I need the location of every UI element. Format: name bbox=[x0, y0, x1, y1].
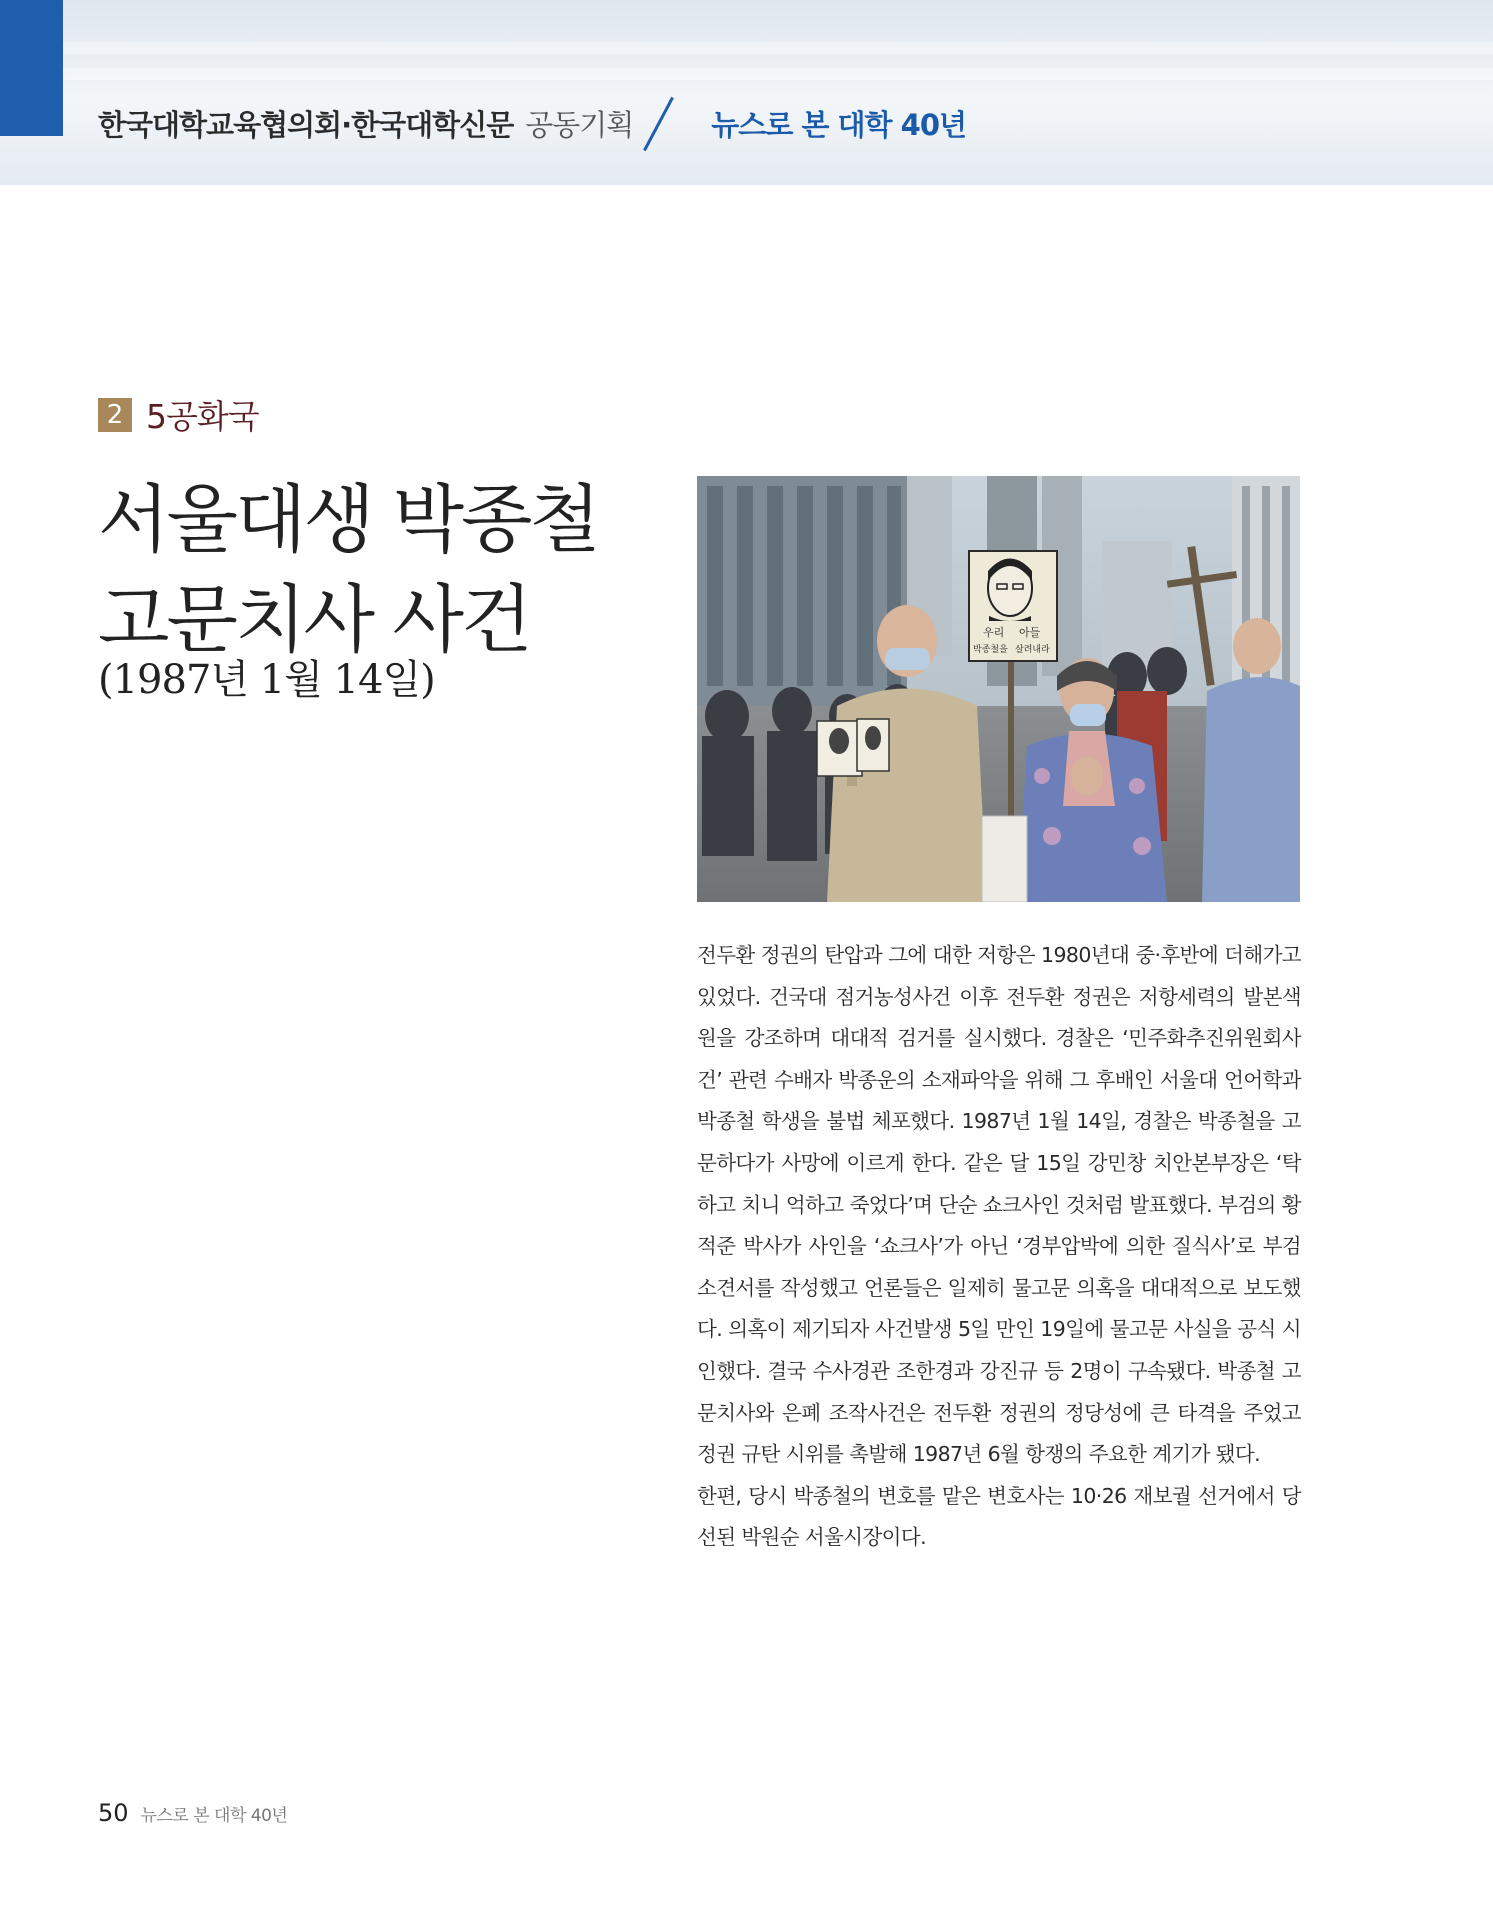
page-header bbox=[0, 0, 1493, 185]
sign-text-line: 살려내라 bbox=[1015, 645, 1050, 655]
article-title-line: 서울대생 박종철 bbox=[98, 477, 598, 563]
article-body bbox=[697, 935, 1301, 1559]
header-accent-bar bbox=[0, 0, 63, 136]
header-series-title: 뉴스로 본 대학 40년 bbox=[711, 107, 967, 142]
sign-text-line: 아들 bbox=[1019, 626, 1041, 639]
page-number: 50 bbox=[98, 1799, 129, 1827]
header-organizations: 한국대학교육협의회·한국대학신문 bbox=[98, 107, 514, 142]
header-stripe bbox=[63, 42, 1493, 54]
sign-text-line: 우리 bbox=[983, 626, 1005, 639]
protest-photo-illustration bbox=[697, 476, 1300, 902]
protest-photo bbox=[697, 476, 1300, 902]
article-title bbox=[98, 470, 658, 670]
section-label: 5공화국 bbox=[146, 397, 259, 436]
header-text bbox=[98, 100, 966, 146]
article-paragraph: 전두환 정권의 탄압과 그에 대한 저항은 1980년대 중·후반에 더해가고 있었다. 건국대 점거농성사건 이후 전두환 정권은 저항세력의 발본색원을 강조하며 대대적 검거를 실시했다. 경찰은 ‘민주화추진위원회사건’ 관련 수배자 박종운의 소재파악을 위해 그 후배인 서울대 언어학과 박종철 학생을 불법 체포했다. 1987년 1월 14일, 경찰은 박종철을 고문하다가 사망에 이르게 한다. 같은 달 15일 강민창 치안본부장은 ‘탁하고 치니 억하고 죽었다’며 단순 쇼크사인 것처럼 발표했다. 부검의 황적준 박사가 사인을 ‘쇼크사’가 아닌 ‘경부압박에 의한 질식사’로 부검소견서를 작성했고 언론들은 일제히 물고문 의혹을 대대적으로 보도했다. 의혹이 제기되자 사건발생 5일 만인 19일에 물고문 사실을 공식 시인했다. 결국 수사경관 조한경과 강진규 등 2명이 구속됐다. 박종철 고문치사와 은폐 조작사건은 전두환 정권의 정당성에 큰 타격을 주었고 정권 규탄 시위를 촉발해 1987년 6월 항쟁의 주요한 계기가 됐다. bbox=[697, 943, 1301, 1467]
header-joint-label: 공동기획 bbox=[525, 107, 634, 142]
header-stripe bbox=[63, 68, 1493, 80]
section-heading bbox=[98, 391, 259, 438]
article-title-line: 고문치사 사건 bbox=[98, 577, 530, 663]
section-number: 2 bbox=[98, 398, 132, 432]
sign-text-line: 박종철을 bbox=[973, 645, 1008, 655]
page-footer bbox=[98, 1799, 287, 1827]
footer-book-title: 뉴스로 본 대학 40년 bbox=[140, 1806, 288, 1826]
article-paragraph: 한편, 당시 박종철의 변호를 맡은 변호사는 10·26 재보궐 선거에서 당선된 박원순 서울시장이다. bbox=[697, 1483, 1301, 1550]
article-date: (1987년 1월 14일) bbox=[98, 657, 435, 703]
